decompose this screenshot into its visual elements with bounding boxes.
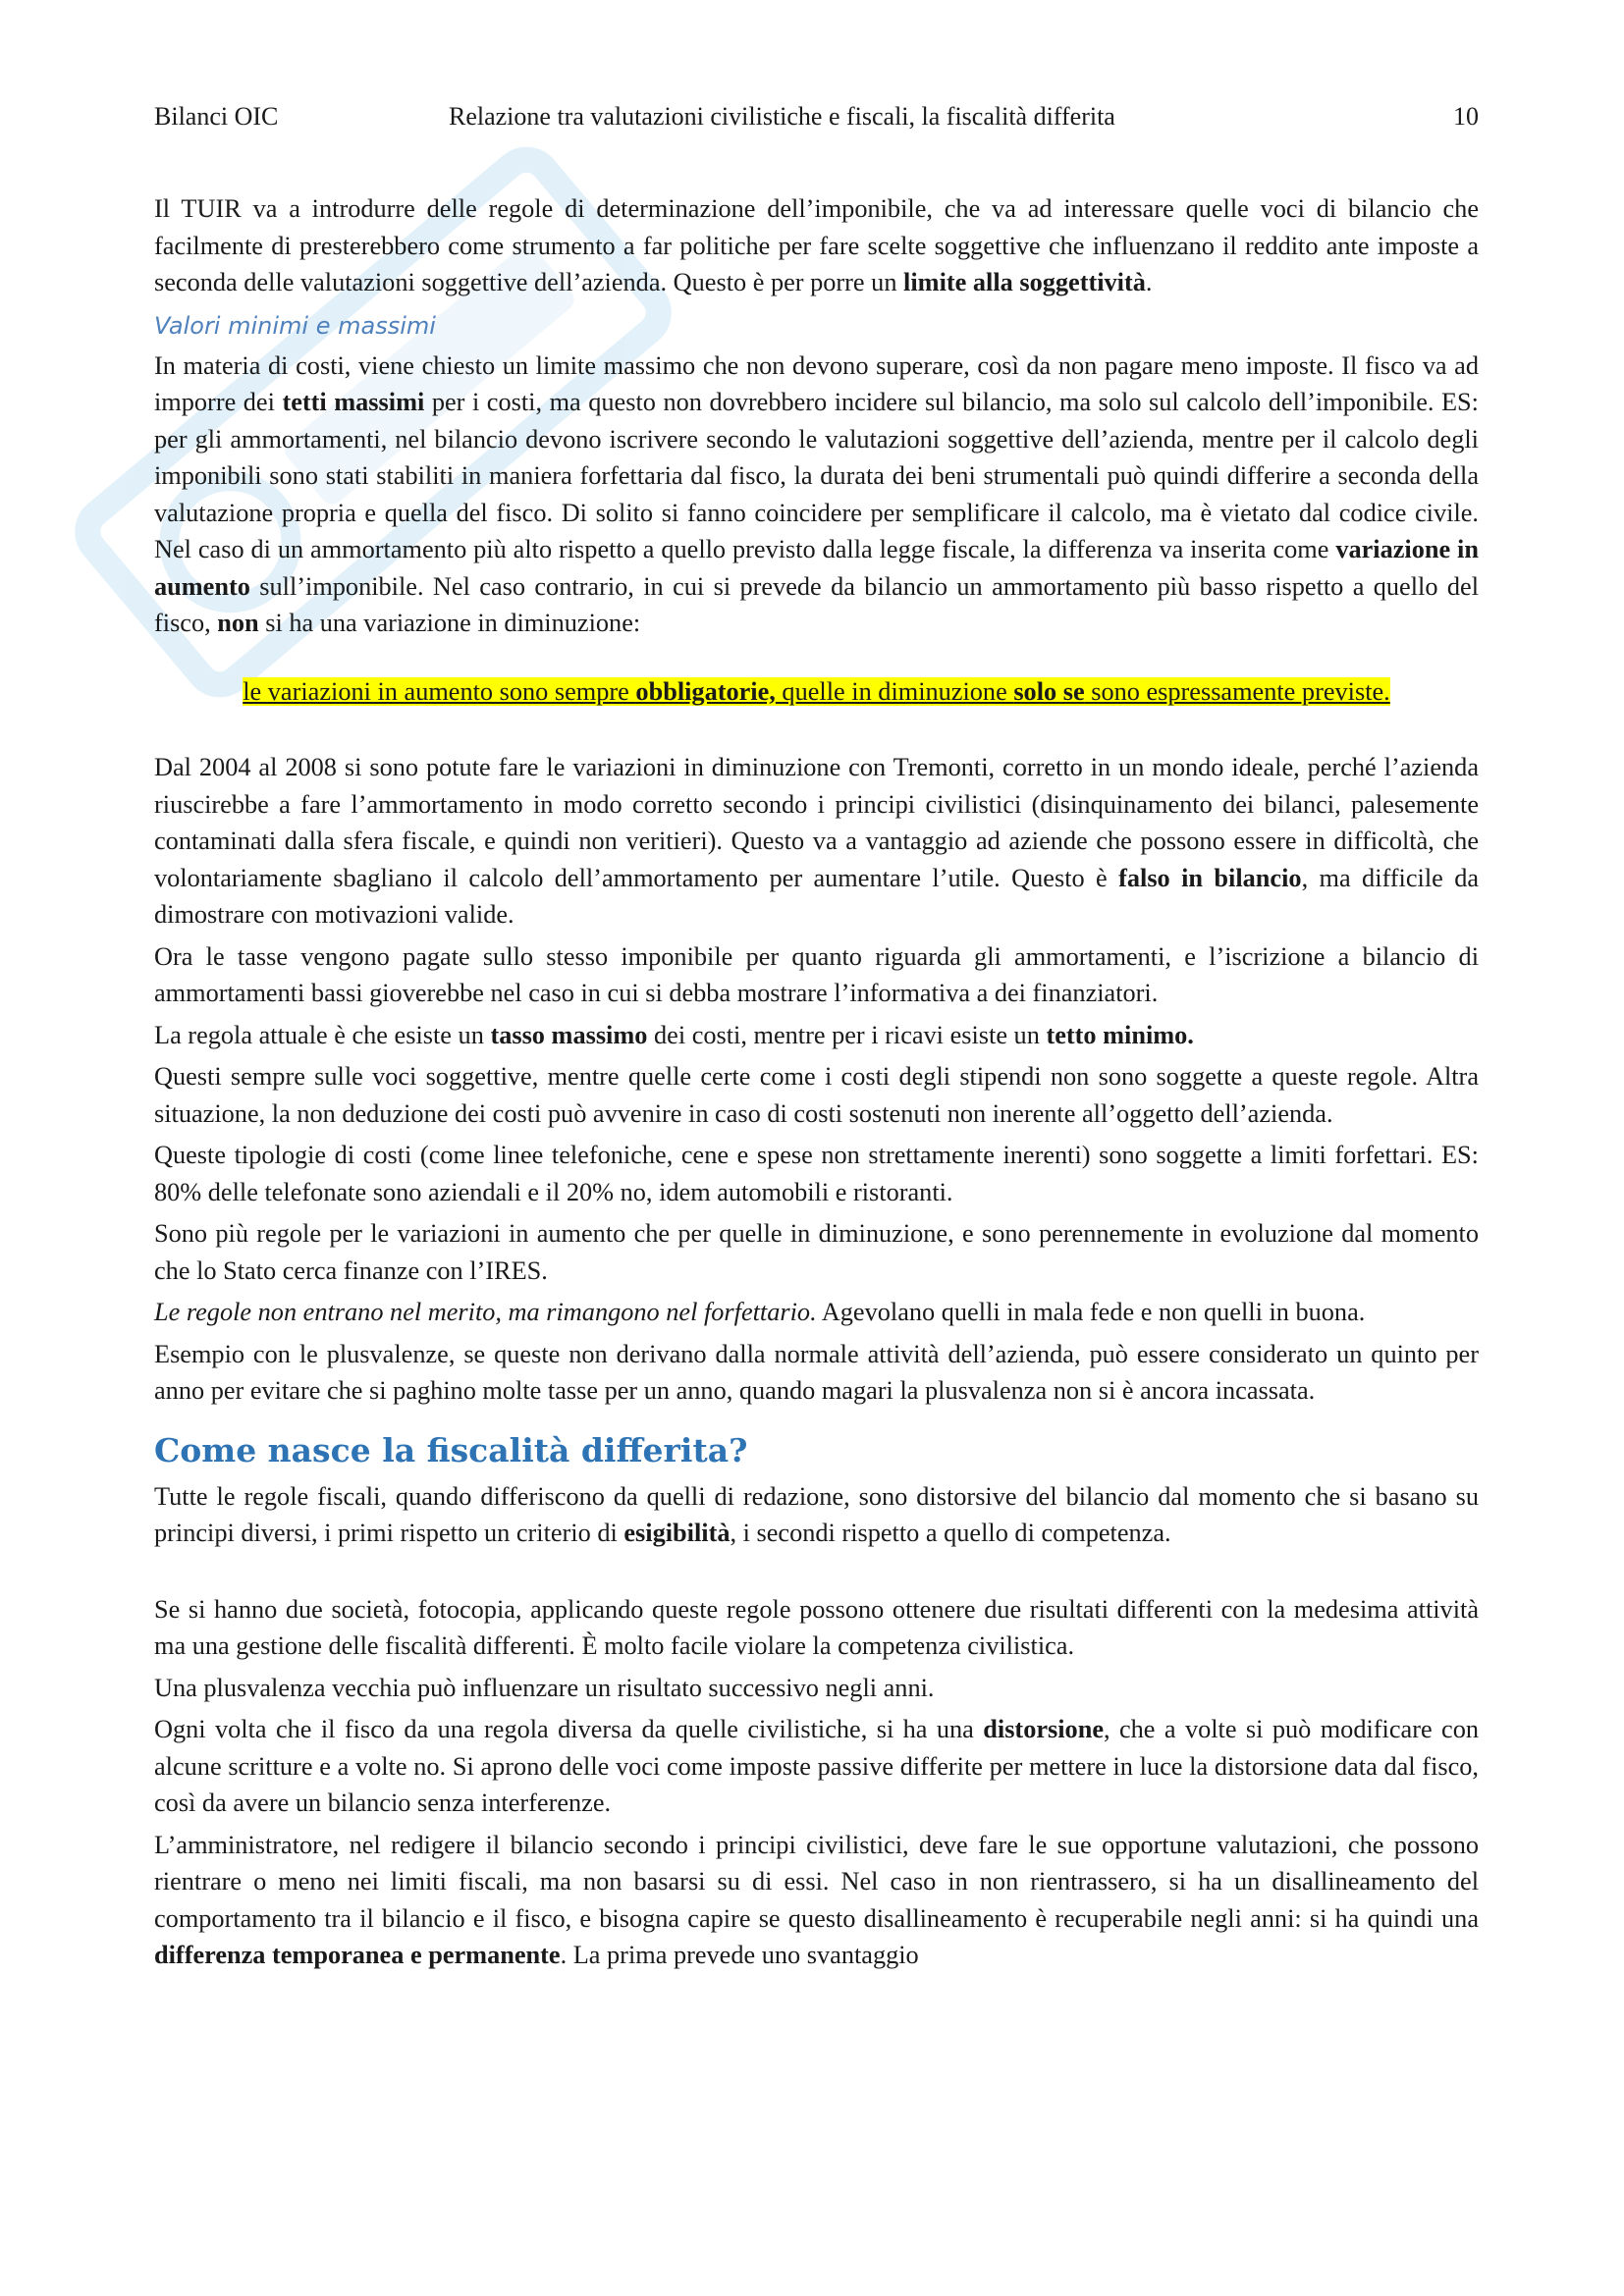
header-title: Relazione tra valutazioni civilistiche e fiscali, la fiscalità differita bbox=[449, 102, 1115, 131]
paragraph: Il TUIR va a introdurre delle regole di determinazione dell’imponibile, che va ad interessare quelle voci di bilancio che facilmente di presterebbero come strumento a far politiche per fare scelte soggettive che influenzano il reddito ante imposte a seconda delle valutazioni soggettive dell’azienda. Questo è per porre un limite alla soggettività. bbox=[154, 194, 1479, 296]
subheading: Valori minimi e massimi bbox=[154, 311, 436, 340]
paragraph: Dal 2004 al 2008 si sono potute fare le variazioni in diminuzione con Tremonti, corretto in un mondo ideale, perché l’azienda riuscirebbe a fare l’ammortamento in modo corretto secondo i principi civilistici (disinquinamento dei bilanci, palesemente contaminati dalla sfera fiscale, e quindi non veritieri). Questo va a vantaggio ad aziende che possono essere in difficoltà, che volontariamente sbagliano il calcolo dell’ammortamento per aumentare l’utile. Questo è falso in bilancio, ma difficile da dimostrare con motivazioni valide. bbox=[154, 753, 1480, 929]
page-number: 10 bbox=[1453, 102, 1479, 131]
paragraph: Ora le tasse vengono pagate sullo stesso imponibile per quanto riguarda gli ammortamenti, e l’iscrizione a bilancio di ammortamenti bassi gioverebbe nel caso in cui si debba mostrare l’informativa a dei finanziatori. bbox=[154, 941, 1479, 1007]
paragraph: L’amministratore, nel redigere il bilancio secondo i principi civilistici, deve fare le sue opportune valutazioni, che possono rientrare o meno nei limiti fiscali, ma non basarsi su di essi. Nel caso in non rientrassero, si ha un disallineamento del comportamento tra il bilancio e il fisco, e bisogna capire se questo disallineamento è recuperabile negli anni: si ha quindi una differenza temporanea e permanente. La prima prevede uno svantaggio bbox=[154, 1830, 1479, 1969]
paragraph: Se si hanno due società, fotocopia, applicando queste regole possono ottenere due risultati differenti con la medesima attività ma una gestione delle fiscalità differenti. È molto facile violare la competenza civilistica. bbox=[154, 1594, 1479, 1660]
paragraph: La regola attuale è che esiste un tasso massimo dei costi, mentre per i ricavi esiste un tetto minimo. bbox=[154, 1020, 1194, 1049]
highlighted-rule: le variazioni in aumento sono sempre obbligatorie, quelle in diminuzione solo se sono espressamente previste. bbox=[243, 676, 1390, 706]
header-left: Bilanci OIC bbox=[154, 102, 279, 131]
paragraph: Le regole non entrano nel merito, ma rimangono nel forfettario. Agevolano quelli in mala fede e non quelli in buona. bbox=[154, 1298, 1366, 1326]
paragraph: Ogni volta che il fisco da una regola diversa da quelle civilistiche, si ha una distorsione, che a volte si può modificare con alcune scritture e a volte no. Si aprono delle voci come imposte passive differite per mettere in luce la distorsione data dal fisco, così da avere un bilancio senza interferenze. bbox=[154, 1715, 1479, 1817]
section-heading: Come nasce la fiscalità differita? bbox=[154, 1430, 748, 1469]
paragraph: Queste tipologie di costi (come linee telefoniche, cene e spese non strettamente inerenti) sono soggette a limiti forfettari. ES: 80% delle telefonate sono aziendali e il 20% no, idem automobili e ristoranti. bbox=[154, 1141, 1479, 1206]
document-body bbox=[154, 190, 1479, 1979]
paragraph: Questi sempre sulle voci soggettive, mentre quelle certe come i costi degli stipendi non sono soggette a queste regole. Altra situazione, la non deduzione dei costi può avvenire in caso di costi sostenuti non inerente all’oggetto dell’azienda. bbox=[154, 1062, 1479, 1128]
paragraph: In materia di costi, viene chiesto un limite massimo che non devono superare, così da non pagare meno imposte. Il fisco va ad imporre dei tetti massimi per i costi, ma questo non dovrebbero incidere sul bilancio, ma solo sul calcolo dell’imponibile. ES: per gli ammortamenti, nel bilancio devono iscrivere secondo le valutazioni soggettive dell’azienda, mentre per il calcolo degli imponibili sono stati stabiliti in maniera forfettaria dal fisco, la durata dei beni strumentali può quindi differire a seconda della valutazione propria e quella del fisco. Di solito si fanno coincidere per semplificare il calcolo, ma è vietato dal codice civile. Nel caso di un ammortamento più alto rispetto a quello previsto dalla legge fiscale, la differenza va inserita come variazione in aumento sull’imponibile. Nel caso contrario, in cui si prevede da bilancio un ammortamento più basso rispetto a quello del fisco, non si ha una variazione in diminuzione: bbox=[154, 350, 1479, 637]
paragraph: Esempio con le plusvalenze, se queste non derivano dalla normale attività dell’azienda, può essere considerato un quinto per anno per evitare che si paghino molte tasse per un anno, quando magari la plusvalenza non si è ancora incassata. bbox=[154, 1339, 1479, 1405]
paragraph: Sono più regole per le variazioni in aumento che per quelle in diminuzione, e sono perennemente in evoluzione dal momento che lo Stato cerca finanze con l’IRES. bbox=[154, 1219, 1479, 1285]
paragraph: Tutte le regole fiscali, quando differiscono da quelli di redazione, sono distorsive del bilancio dal momento che si basano su principi diversi, i primi rispetto un criterio di esigibilità, i secondi rispetto a quello di competenza. bbox=[154, 1481, 1479, 1547]
paragraph: Una plusvalenza vecchia può influenzare un risultato successivo negli anni. bbox=[154, 1673, 935, 1702]
page-header bbox=[154, 102, 1479, 141]
